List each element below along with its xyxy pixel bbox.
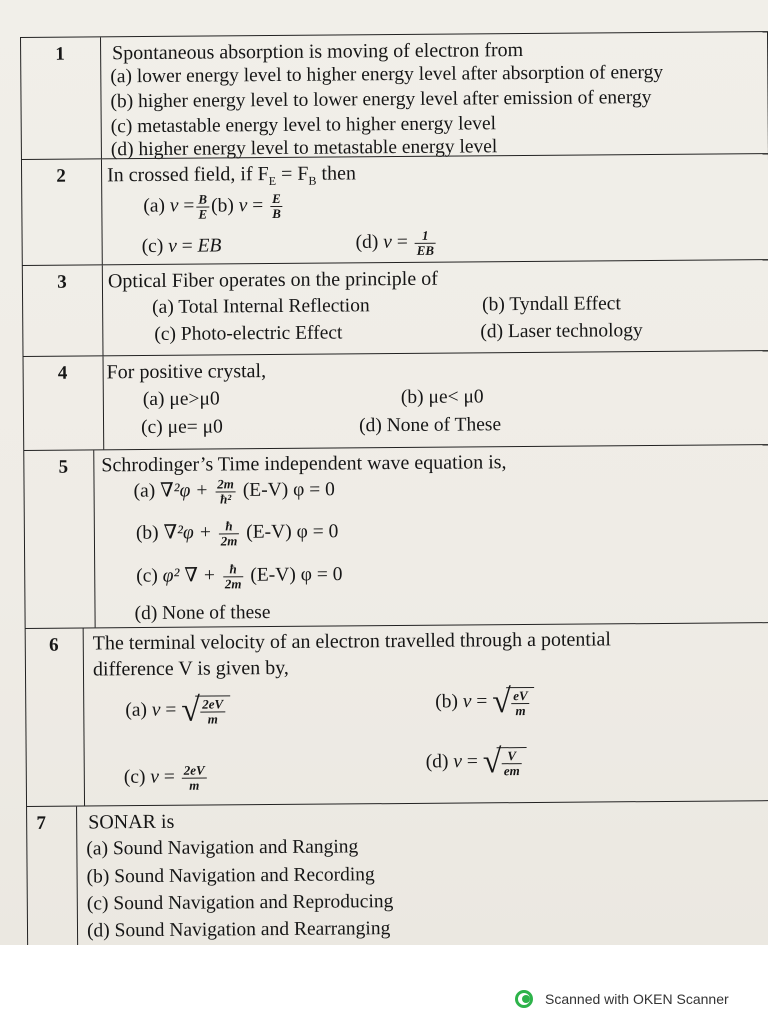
option-c: (c) v = $\frac{2eV}{m}$ (124, 764, 209, 793)
option-c: (c) φ² ∇ + $\frac{ħ}{2m}$ (E-V) φ = 0 (136, 561, 343, 592)
question-text: Optical Fiber operates on the principle of (107, 267, 438, 293)
question-number: 6 (48, 634, 59, 656)
question-number: 5 (58, 456, 69, 478)
question-text: Spontaneous absorption is moving of electron from (112, 39, 524, 65)
option-d: (d) Sound Navigation and Rearranging (86, 918, 391, 942)
question-text-line-2: difference V is given by, (92, 656, 289, 681)
option-a: (a) lower energy level to higher energy level after absorption of energy (110, 61, 664, 88)
question-row-6 (25, 622, 768, 806)
option-a: (a) Sound Navigation and Ranging (86, 836, 359, 860)
question-number: 7 (36, 812, 47, 834)
option-c: (c) v = EB (141, 235, 222, 258)
option-b: (b) higher energy level to lower energy level after emission of energy (110, 87, 652, 113)
question-row-5 (23, 444, 768, 628)
option-a: (a) μe>μ0 (142, 388, 220, 411)
option-b: (b) Sound Navigation and Recording (86, 864, 375, 888)
option-c: (c) μe= μ0 (140, 416, 223, 439)
oken-scanner-logo-icon (515, 989, 535, 1009)
scanner-watermark (515, 989, 729, 1009)
option-d: (d) v = $\frac{1}{EB}$ (355, 227, 435, 258)
option-b: (b) Tyndall Effect (482, 293, 621, 316)
option-d: (d) v = √ $\frac{V}{em}$ (426, 747, 527, 778)
question-text: In crossed field, if $F_E = F_B$ then (107, 162, 357, 189)
option-c: (c) Photo-electric Effect (154, 322, 343, 345)
question-number: 2 (56, 165, 66, 187)
question-text: The terminal velocity of an electron travelled through a potential (92, 628, 611, 655)
option-b: (b) v = $\frac{E}{B}$ (210, 190, 281, 221)
question-table (20, 31, 768, 945)
option-a: (a) v = $\frac{B}{E}$ (b) v = $\frac{E}{B}$ (143, 192, 285, 221)
option-c: (c) metastable energy level to higher energy level (110, 113, 497, 138)
option-c: (c) Sound Navigation and Reproducing (86, 891, 394, 915)
question-text: Schrodinger’s Time independent wave equation is, (101, 451, 507, 477)
option-d: (d) None of these (134, 602, 271, 625)
question-text: For positive crystal, (106, 360, 267, 384)
option-b: (b) v = √ $\frac{eV}{m}$ (435, 687, 535, 718)
option-d: (d) Laser technology (480, 320, 643, 343)
option-a: (a) ∇²φ + $\frac{2m}{\text{ħ²}}$ (E-V) φ = 0 (133, 476, 335, 507)
question-number: 4 (57, 362, 68, 384)
option-d: (d) higher energy level to metastable energy level (110, 136, 498, 161)
option-a: (a) v = √ $\frac{2eV}{m}$ (125, 695, 230, 726)
question-text: SONAR is (88, 810, 175, 834)
option-d: (d) None of These (358, 414, 502, 437)
question-row-2 (21, 153, 768, 265)
question-row-7 (26, 800, 768, 945)
question-row-3 (22, 259, 768, 356)
watermark-text: Scanned with OKEN Scanner (545, 991, 729, 1007)
question-number: 1 (55, 43, 65, 65)
option-b: (b) μe< μ0 (400, 386, 484, 409)
question-number: 3 (57, 271, 67, 293)
question-row-4 (23, 350, 768, 450)
question-row-1 (20, 31, 768, 159)
option-a: (a) Total Internal Reflection (152, 295, 370, 318)
option-b: (b) ∇²φ + $\frac{ħ}{2m}$ (E-V) φ = 0 (135, 518, 339, 549)
